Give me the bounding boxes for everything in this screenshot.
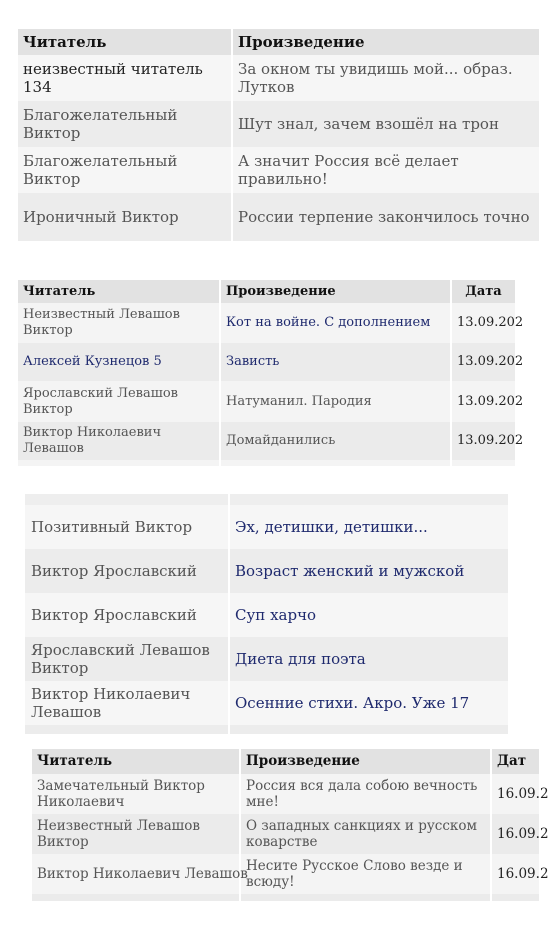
table-row bbox=[25, 681, 508, 725]
table-row-partial bbox=[32, 894, 539, 901]
table-row bbox=[18, 147, 539, 193]
work-title[interactable]: Диета для поэта bbox=[235, 650, 366, 668]
table-row bbox=[32, 854, 549, 894]
table-row bbox=[18, 55, 539, 101]
table-row bbox=[18, 381, 524, 422]
table-header bbox=[32, 749, 539, 774]
reader-name[interactable]: Ярославский Левашов Виктор bbox=[18, 381, 221, 422]
table-row-partial bbox=[18, 460, 515, 466]
work-title[interactable]: Россия вся дала собою вечность мне! bbox=[241, 774, 492, 814]
work-title[interactable]: Суп харчо bbox=[235, 606, 317, 624]
work-title[interactable]: За окном ты увидишь мой... образ. Лутков bbox=[238, 60, 513, 96]
table-row bbox=[18, 193, 539, 241]
header-reader: Читатель bbox=[18, 29, 233, 55]
cell-cut bbox=[230, 725, 508, 734]
work-title[interactable]: Домайданились bbox=[221, 422, 452, 460]
work-title[interactable]: Осенние стихи. Акро. Уже 17 bbox=[235, 694, 470, 712]
screenshot-table-1 bbox=[18, 29, 539, 241]
screenshot-table-2 bbox=[18, 280, 524, 466]
table-row-partial bbox=[25, 725, 508, 734]
work-title[interactable]: Зависть bbox=[221, 343, 452, 381]
header-date: Дат bbox=[497, 753, 527, 770]
reader-name[interactable]: Алексей Кузнецов 5 bbox=[18, 343, 221, 381]
reader-name[interactable]: Благожелательный Виктор bbox=[18, 147, 233, 193]
table-row bbox=[25, 505, 508, 549]
date: 16.09.2 bbox=[497, 785, 549, 802]
date: 13.09.202 bbox=[457, 393, 524, 409]
table-row bbox=[25, 549, 508, 593]
header-reader: Читатель bbox=[18, 280, 221, 303]
date: 13.09.202 bbox=[457, 433, 524, 449]
date: 16.09.2 bbox=[497, 865, 549, 882]
table-row bbox=[18, 422, 524, 460]
header-reader: Читатель bbox=[32, 749, 241, 774]
reader-name[interactable]: Неизвестный Левашов Виктор bbox=[32, 814, 241, 854]
table-row bbox=[18, 303, 524, 343]
header-work: Произведение bbox=[221, 280, 452, 303]
work-title[interactable]: Кот на войне. С дополнением bbox=[221, 303, 452, 343]
work-title[interactable]: Эх, детишки, детишки... bbox=[235, 518, 428, 536]
work-title[interactable]: О западных санкциях и русском коварстве bbox=[241, 814, 492, 854]
cell-cut bbox=[221, 460, 452, 466]
table-row bbox=[25, 593, 508, 637]
reader-name[interactable]: Виктор Николаевич Левашов bbox=[18, 422, 221, 460]
date: 13.09.202 bbox=[457, 354, 524, 370]
header-date: Дата bbox=[465, 283, 502, 299]
cell-cut bbox=[25, 725, 230, 734]
work-title[interactable]: Несите Русское Слово везде и всюду! bbox=[241, 854, 492, 894]
table-row bbox=[32, 814, 549, 854]
cell-cut bbox=[241, 894, 492, 901]
reader-name[interactable]: Виктор Ярославский bbox=[25, 593, 230, 637]
reader-name[interactable]: Благожелательный Виктор bbox=[18, 101, 233, 147]
cell-cut bbox=[18, 460, 221, 466]
table-header bbox=[18, 280, 515, 303]
reader-name[interactable]: Виктор Николаевич Левашов bbox=[25, 681, 230, 725]
reader-name[interactable]: Виктор Ярославский bbox=[25, 549, 230, 593]
header-work: Произведение bbox=[241, 749, 492, 774]
table-header bbox=[18, 29, 539, 55]
date: 13.09.202 bbox=[457, 315, 524, 331]
cell-cut bbox=[452, 460, 515, 466]
reader-name[interactable]: Замечательный Виктор Николаевич bbox=[32, 774, 241, 814]
work-title[interactable]: Шут знал, зачем взошёл на трон bbox=[238, 115, 499, 133]
cell-cut bbox=[230, 494, 508, 505]
screenshot-table-4 bbox=[32, 749, 549, 901]
reader-name[interactable]: Неизвестный Левашов Виктор bbox=[18, 303, 221, 343]
table-row bbox=[25, 637, 508, 681]
reader-name[interactable]: Ярославский Левашов Виктор bbox=[25, 637, 230, 681]
table-row bbox=[18, 343, 524, 381]
reader-name[interactable]: Ироничный Виктор bbox=[18, 193, 233, 241]
header-work: Произведение bbox=[238, 33, 365, 51]
table-row bbox=[32, 774, 549, 814]
work-title[interactable]: России терпение закончилось точно bbox=[238, 208, 530, 226]
table-row bbox=[18, 101, 539, 147]
work-title[interactable]: Натуманил. Пародия bbox=[221, 381, 452, 422]
date: 16.09.2 bbox=[497, 825, 549, 842]
work-title[interactable]: А значит Россия всё делает правильно! bbox=[238, 152, 459, 188]
reader-name[interactable]: Позитивный Виктор bbox=[25, 505, 230, 549]
cell-cut bbox=[492, 894, 539, 901]
work-title[interactable]: Возраст женский и мужской bbox=[235, 562, 465, 580]
cell-cut bbox=[25, 494, 230, 505]
cell-cut bbox=[32, 894, 241, 901]
reader-name[interactable]: Виктор Николаевич Левашов bbox=[32, 854, 241, 894]
reader-name[interactable]: неизвестный читатель 134 bbox=[18, 55, 233, 101]
table-row-partial bbox=[25, 494, 508, 505]
screenshot-table-3 bbox=[25, 494, 508, 734]
